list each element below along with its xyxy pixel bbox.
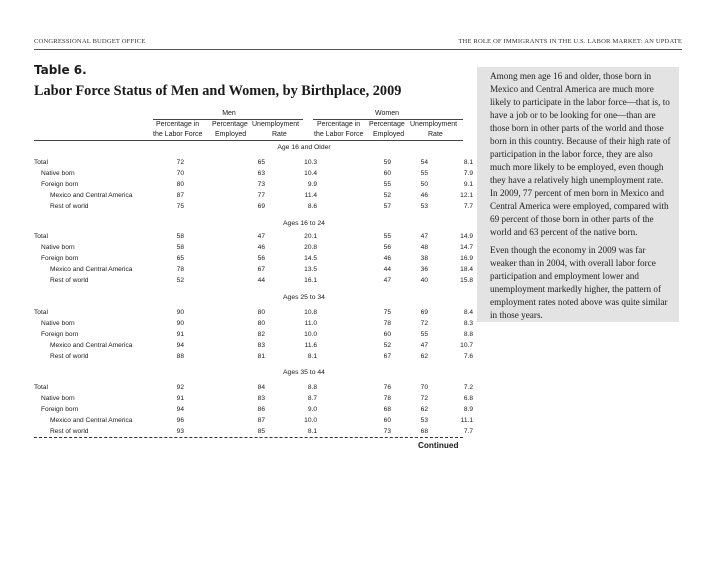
- cell: 65: [257, 159, 265, 166]
- cell: 77: [257, 192, 265, 199]
- cell: 8.9: [463, 406, 473, 413]
- table-row: [34, 192, 473, 203]
- cell: 6.8: [463, 395, 473, 402]
- cell: 72: [420, 320, 428, 327]
- cell: 84: [257, 384, 265, 391]
- cell: 48: [420, 244, 428, 251]
- sidebar-paragraph: Among men age 16 and older, those born in Mexico and Central America are much more likely to participate in the labor force—that is, to have a job or to be looking for one—than are those born in other parts of the world and those born in this country. Because of their high rate of participation in the labor force, they are also much more likely to be employed, even though they have a relatively high unemployment rate. In 2009, 77 percent of men born in Mexico and Central America were employed, compared with 69 percent of those born in other parts of the world and 63 percent of the native born.: [490, 71, 671, 237]
- cell: 90: [176, 320, 184, 327]
- cell: 78: [383, 395, 391, 402]
- cell: 96: [176, 417, 184, 424]
- cell: 46: [383, 255, 391, 262]
- cell: 78: [176, 266, 184, 273]
- cell: 80: [257, 320, 265, 327]
- cell: 65: [176, 255, 184, 262]
- header-rule: [34, 49, 682, 50]
- table-row: [34, 203, 473, 214]
- cell: 56: [257, 255, 265, 262]
- row-label: Foreign born: [41, 406, 79, 413]
- cell: 8.1: [463, 159, 473, 166]
- cell: 9.0: [307, 406, 317, 413]
- cell: 75: [383, 309, 391, 316]
- cell: 73: [383, 428, 391, 435]
- cell: 62: [420, 353, 428, 360]
- row-label: Foreign born: [41, 255, 79, 262]
- cell: 16.1: [304, 277, 317, 284]
- cell: 53: [420, 417, 428, 424]
- cell: 55: [420, 331, 428, 338]
- cell: 93: [176, 428, 184, 435]
- cell: 69: [420, 309, 428, 316]
- cell: 14.9: [460, 233, 473, 240]
- cell: 88: [176, 353, 184, 360]
- cell: 72: [176, 159, 184, 166]
- cell: 8.8: [307, 384, 317, 391]
- table-row: [34, 170, 473, 181]
- cell: 68: [383, 406, 391, 413]
- cell: 83: [257, 342, 265, 349]
- row-label: Total: [34, 309, 48, 316]
- cell: 10.3: [304, 159, 317, 166]
- cell: 20.8: [304, 244, 317, 251]
- row-label: Total: [34, 384, 48, 391]
- cell: 67: [257, 266, 265, 273]
- cell: 8.3: [463, 320, 473, 327]
- sidebar-box: [477, 67, 679, 322]
- cell: 44: [383, 266, 391, 273]
- cell: 8.7: [307, 395, 317, 402]
- table-row: [34, 406, 473, 417]
- cell: 7.9: [463, 170, 473, 177]
- cell: 83: [257, 395, 265, 402]
- cell: 10.4: [304, 170, 317, 177]
- cell: 87: [257, 417, 265, 424]
- cell: 60: [383, 417, 391, 424]
- table-row: [34, 395, 473, 406]
- cell: 70: [420, 384, 428, 391]
- cell: 58: [176, 233, 184, 240]
- cell: 47: [257, 233, 265, 240]
- section-heading: Ages 35 to 44: [283, 369, 325, 376]
- cell: 10.0: [304, 417, 317, 424]
- cell: 85: [257, 428, 265, 435]
- cell: 58: [176, 244, 184, 251]
- col-men-emp-line1: Percentage: [212, 121, 248, 128]
- cell: 59: [383, 159, 391, 166]
- col-women-emp-line1: Percentage: [369, 121, 405, 128]
- cell: 92: [176, 384, 184, 391]
- row-label: Rest of world: [50, 428, 89, 435]
- col-women-un-line1: Unemployment: [410, 121, 458, 128]
- cell: 8.8: [463, 331, 473, 338]
- cell: 60: [383, 331, 391, 338]
- cell: 9.1: [463, 181, 473, 188]
- section-heading: Age 16 and Older: [277, 144, 331, 151]
- col-women-un-line2: Rate: [428, 131, 443, 138]
- cell: 10.8: [304, 309, 317, 316]
- column-header-rule: [34, 140, 463, 141]
- cell: 60: [383, 170, 391, 177]
- cell: 14.7: [460, 244, 473, 251]
- cell: 9.9: [307, 181, 317, 188]
- cell: 13.5: [304, 266, 317, 273]
- cell: 82: [257, 331, 265, 338]
- cell: 52: [383, 342, 391, 349]
- row-label: Rest of world: [50, 277, 89, 284]
- cell: 63: [257, 170, 265, 177]
- cell: 47: [420, 342, 428, 349]
- cell: 11.1: [460, 417, 473, 424]
- cell: 7.2: [463, 384, 473, 391]
- cell: 94: [176, 406, 184, 413]
- cell: 87: [176, 192, 184, 199]
- row-label: Mexico and Central America: [50, 192, 133, 199]
- cell: 46: [420, 192, 428, 199]
- cell: 50: [420, 181, 428, 188]
- row-label: Total: [34, 233, 48, 240]
- col-women-lf-line2: the Labor Force: [314, 131, 364, 138]
- cell: 56: [383, 244, 391, 251]
- cell: 15.8: [460, 277, 473, 284]
- cell: 47: [420, 233, 428, 240]
- table-row: [34, 244, 473, 255]
- cell: 11.4: [304, 192, 317, 199]
- cell: 67: [383, 353, 391, 360]
- cell: 90: [176, 309, 184, 316]
- table-row: [34, 320, 473, 331]
- cell: 46: [257, 244, 265, 251]
- cell: 91: [176, 331, 184, 338]
- row-label: Native born: [41, 320, 75, 327]
- cell: 11.6: [304, 342, 317, 349]
- col-men-emp-line2: Employed: [215, 131, 247, 138]
- men-group-heading: Men: [222, 110, 236, 117]
- row-label: Mexico and Central America: [50, 417, 133, 424]
- cell: 91: [176, 395, 184, 402]
- table-row: [34, 384, 473, 395]
- row-label: Native born: [41, 395, 75, 402]
- running-header-left: CONGRESSIONAL BUDGET OFFICE: [34, 38, 146, 45]
- men-group-rule: [153, 119, 303, 120]
- table-row: [34, 331, 473, 342]
- col-men-lf-line1: Percentage in: [156, 121, 200, 128]
- table-title: Labor Force Status of Men and Women, by Birthplace, 2009: [34, 83, 402, 99]
- cell: 38: [420, 255, 428, 262]
- cell: 69: [257, 203, 265, 210]
- section-heading: Ages 25 to 34: [283, 294, 325, 301]
- table-row: [34, 255, 473, 266]
- table-label: Table 6.: [34, 63, 87, 77]
- women-group-heading: Women: [375, 110, 399, 117]
- cell: 80: [176, 181, 184, 188]
- section-heading: Ages 16 to 24: [283, 220, 325, 227]
- cell: 10.7: [460, 342, 473, 349]
- cell: 54: [420, 159, 428, 166]
- cell: 14.5: [304, 255, 317, 262]
- cell: 40: [420, 277, 428, 284]
- cell: 8.4: [463, 309, 473, 316]
- cell: 44: [257, 277, 265, 284]
- row-label: Foreign born: [41, 181, 79, 188]
- row-label: Total: [34, 159, 48, 166]
- cell: 76: [383, 384, 391, 391]
- continued-label: Continued: [418, 441, 459, 450]
- col-men-un-line1: Unemployment: [252, 121, 300, 128]
- cell: 55: [420, 170, 428, 177]
- cell: 8.1: [307, 428, 317, 435]
- cell: 73: [257, 181, 265, 188]
- cell: 75: [176, 203, 184, 210]
- row-label: Native born: [41, 170, 75, 177]
- running-header-right: THE ROLE OF IMMIGRANTS IN THE U.S. LABOR MARKET: AN UPDATE: [458, 38, 682, 45]
- cell: 55: [383, 181, 391, 188]
- row-label: Mexico and Central America: [50, 266, 133, 273]
- cell: 62: [420, 406, 428, 413]
- table-end-rule: [34, 437, 463, 438]
- table-row: [34, 309, 473, 320]
- cell: 57: [383, 203, 391, 210]
- row-label: Foreign born: [41, 331, 79, 338]
- table-row: [34, 353, 473, 364]
- row-label: Native born: [41, 244, 75, 251]
- cell: 53: [420, 203, 428, 210]
- table-row: [34, 277, 473, 288]
- table-row: [34, 417, 473, 428]
- row-label: Rest of world: [50, 353, 89, 360]
- cell: 20.1: [304, 233, 317, 240]
- cell: 7.6: [463, 353, 473, 360]
- cell: 7.7: [463, 428, 473, 435]
- sidebar-paragraph: Even though the economy in 2009 was far weaker than in 2004, with overall labor force participation and employment lower and unemployment markedly higher, the pattern of employment rates noted above was quite similar in those years.: [490, 245, 668, 320]
- cell: 94: [176, 342, 184, 349]
- cell: 8.6: [307, 203, 317, 210]
- table-row: [34, 342, 473, 353]
- cell: 70: [176, 170, 184, 177]
- col-women-emp-line2: Employed: [373, 131, 405, 138]
- cell: 18.4: [460, 266, 473, 273]
- cell: 78: [383, 320, 391, 327]
- cell: 81: [257, 353, 265, 360]
- table-row: [34, 266, 473, 277]
- cell: 12.1: [460, 192, 473, 199]
- cell: 80: [257, 309, 265, 316]
- table-row: [34, 181, 473, 192]
- col-women-lf-line1: Percentage in: [317, 121, 361, 128]
- cell: 52: [383, 192, 391, 199]
- cell: 47: [383, 277, 391, 284]
- row-label: Mexico and Central America: [50, 342, 133, 349]
- cell: 10.0: [304, 331, 317, 338]
- row-label: Rest of world: [50, 203, 89, 210]
- cell: 72: [420, 395, 428, 402]
- table-row: [34, 233, 473, 244]
- cell: 52: [176, 277, 184, 284]
- col-men-un-line2: Rate: [272, 131, 287, 138]
- cell: 68: [420, 428, 428, 435]
- women-group-rule: [313, 119, 463, 120]
- cell: 36: [420, 266, 428, 273]
- col-men-lf-line2: the Labor Force: [153, 131, 203, 138]
- cell: 8.1: [307, 353, 317, 360]
- cell: 7.7: [463, 203, 473, 210]
- cell: 86: [257, 406, 265, 413]
- table-row: [34, 159, 473, 170]
- cell: 11.0: [304, 320, 317, 327]
- cell: 16.9: [460, 255, 473, 262]
- cell: 55: [383, 233, 391, 240]
